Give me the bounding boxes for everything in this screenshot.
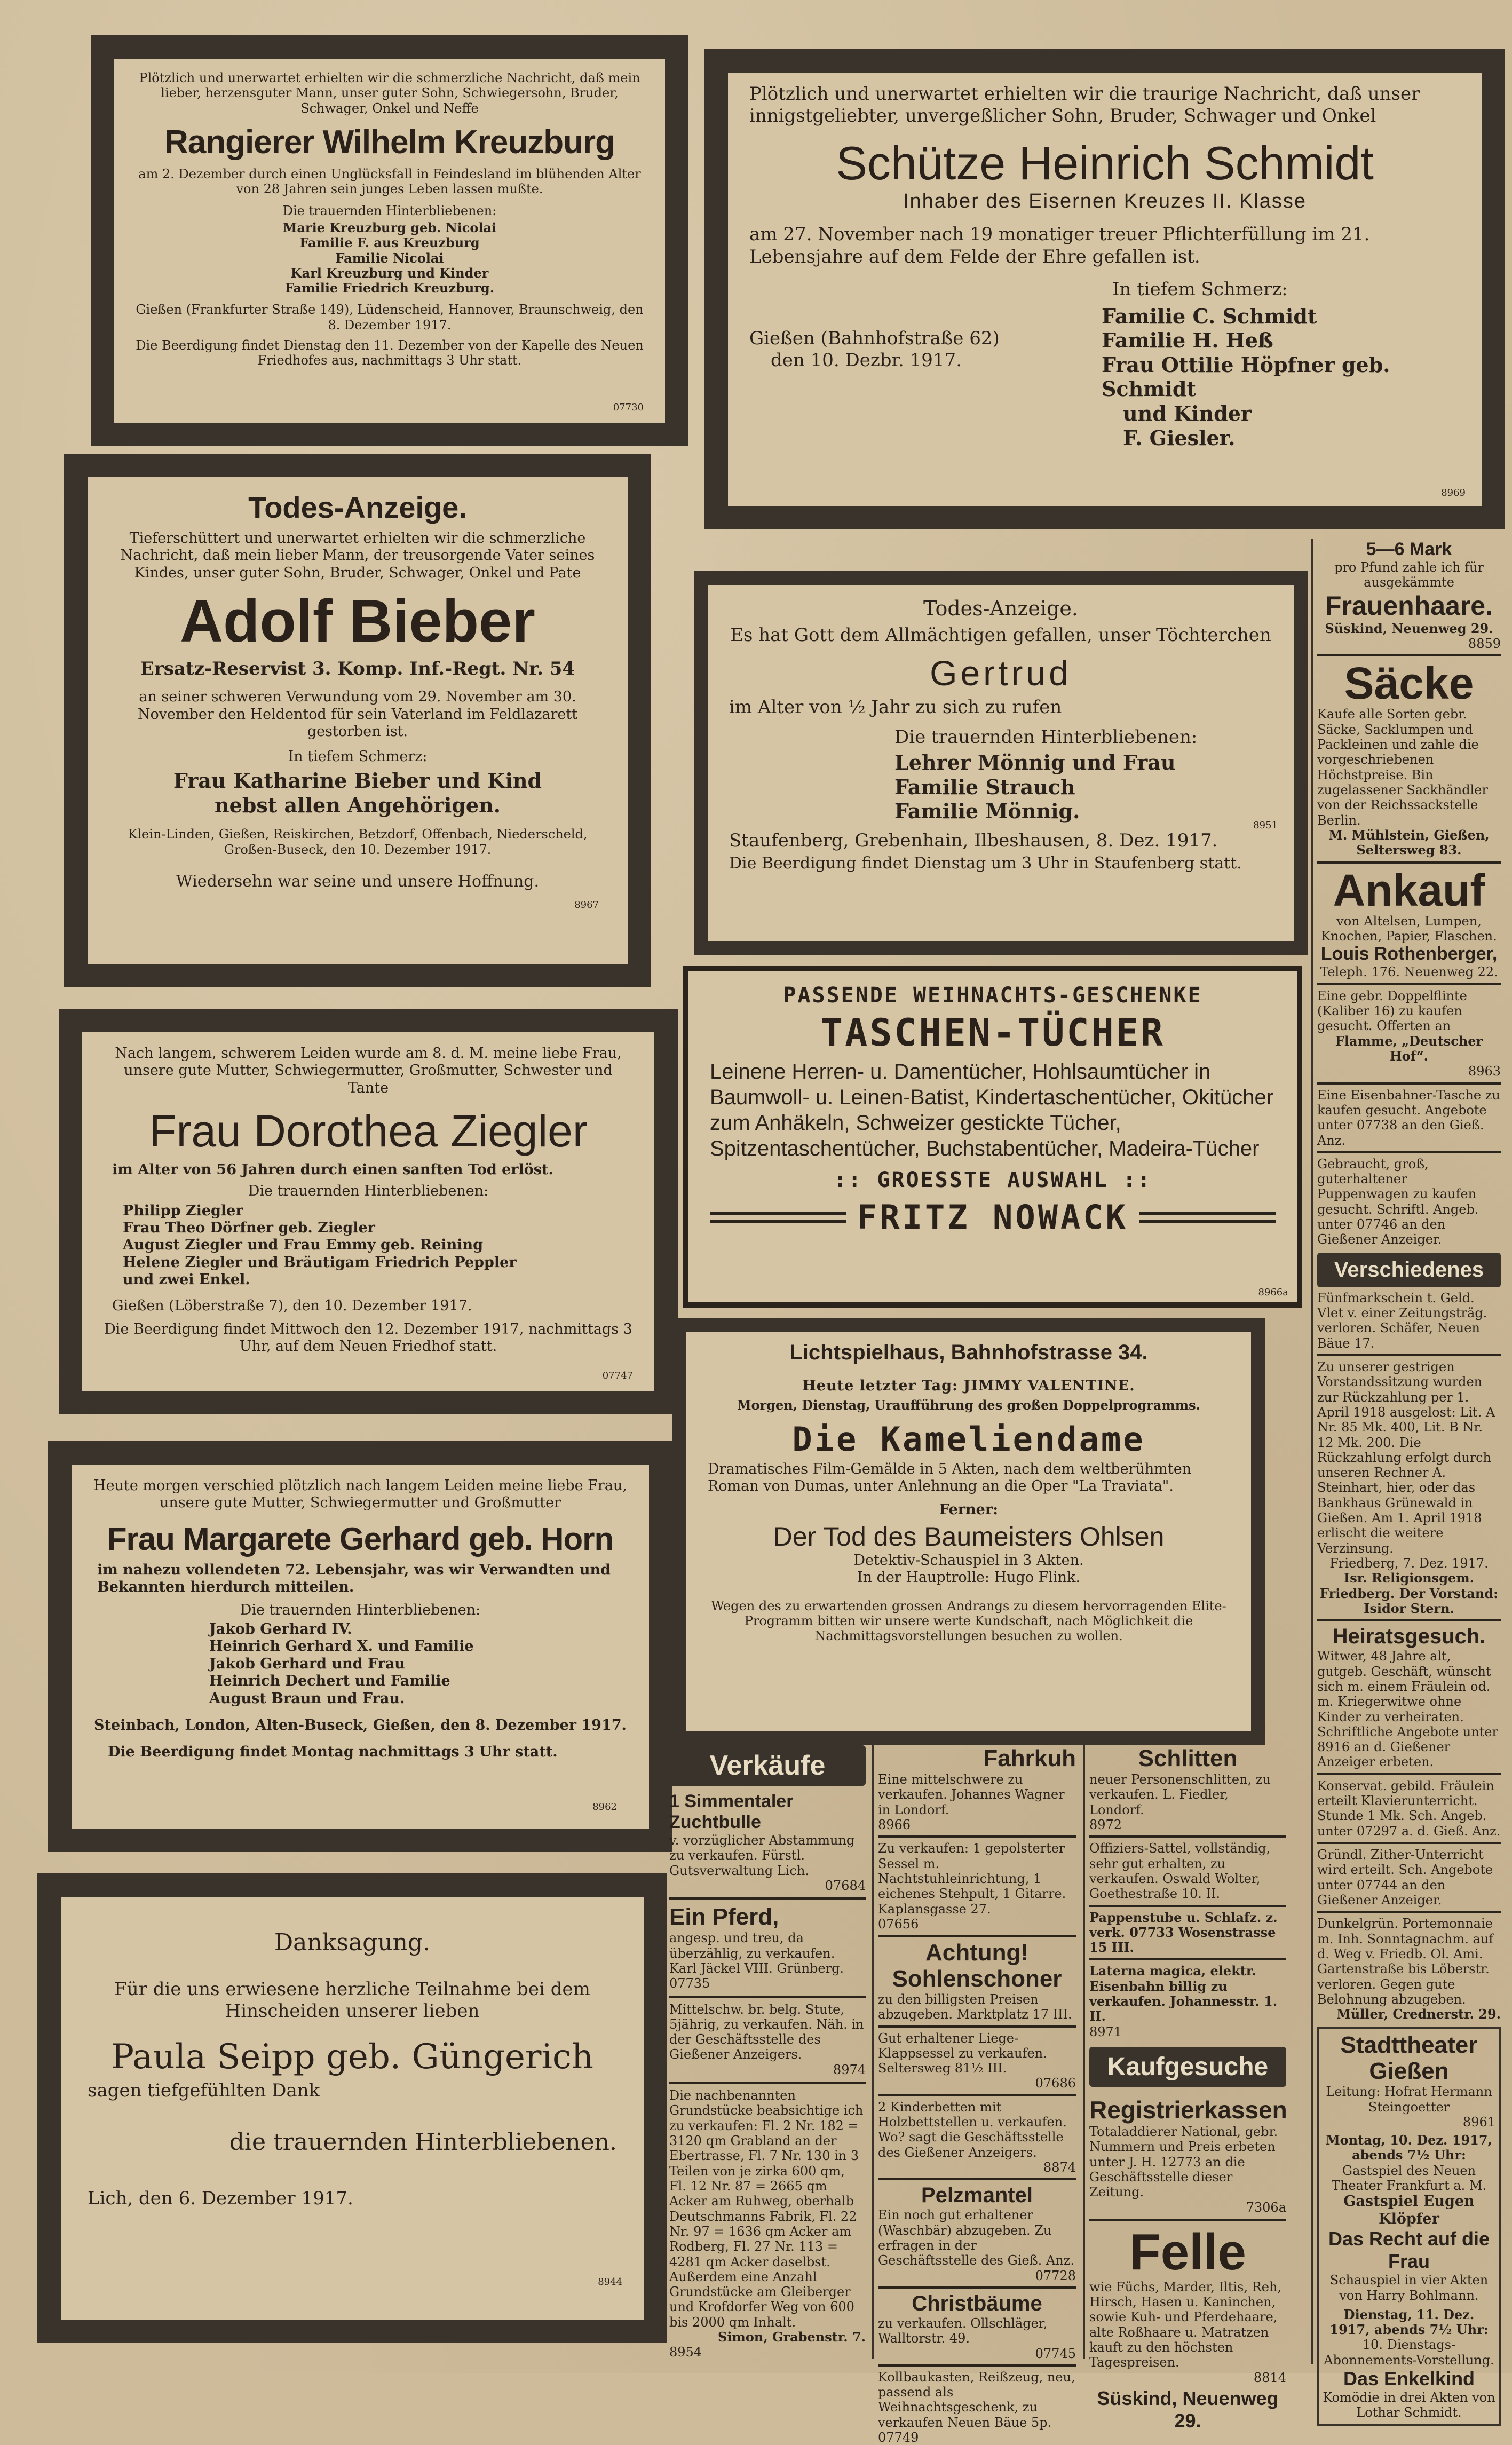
schlitten-head: Schlitten bbox=[1138, 1745, 1238, 1771]
divider bbox=[1089, 1905, 1286, 1907]
schmidt-text: am 27. November nach 19 monatiger treuer Pflichterfüllung im 21. Lebensjahre auf dem Felde der Ehre gefallen ist. bbox=[749, 224, 1370, 267]
gertrud-mourner: Familie Strauch bbox=[894, 774, 1075, 799]
divider bbox=[1317, 1619, 1501, 1621]
puppen-text: Gebraucht, groß, guterhaltener Puppenwagen zu kaufen gesucht. Schriftl. Angeb. unter 07746 an den Gießener Anzeiger. bbox=[1317, 1156, 1479, 1247]
obituary-kreuzburg bbox=[91, 35, 688, 446]
divider bbox=[1317, 1842, 1501, 1844]
ankauf-text: von Altelsen, Lumpen, Knochen, Papier, Flaschen. bbox=[1321, 913, 1497, 944]
schmidt-date: den 10. Dezbr. 1917. bbox=[771, 350, 962, 371]
bieber-name: Adolf Bieber bbox=[180, 588, 535, 655]
ad-code: 8814 bbox=[1253, 2370, 1286, 2385]
obituary-schmidt bbox=[704, 49, 1505, 529]
grund-text: Die nachbenannten Grundstücke beabsichtige ich zu verkaufen: Fl. 2 Nr. 182 = 3120 qm Grabland an der Ebertrasse, Fl. 7 Nr. 130 in 3 Teilen von je zirka 600 qm, Fl. 12 Nr. 87 = 2665 qm Acker am Ruhweg, oberhalb Deutschmanns Fabrik, Fl. 22 Nr. 97 = 1636 qm Acker am Rodberg, Fl. 27 Nr. 113 = 4281 qm Acker daselbst. Außerdem eine Anzahl Grundstücke am Gleiberger und Krofdorfer Weg von 600 bis 2000 qm Inhalt. bbox=[669, 2088, 864, 2330]
gerhard-place: Steinbach, London, Alten-Buseck, Gießen, den 8. Dezember 1917. bbox=[94, 1716, 627, 1734]
ad-code: 07728 bbox=[1035, 2268, 1076, 2283]
gertrud-place: Staufenberg, Grebenhain, Ilbeshausen, 8. Dez. 1917. bbox=[729, 829, 1218, 851]
ad-code: 7306a bbox=[1246, 2199, 1286, 2215]
kino-note: Wegen des zu erwartenden grossen Andrangs zu diesem hervorragenden Elite-Programm bitten wir unsere werte Kundschaft, nach Möglichkeit die Nachmittagsvorstellungen besuchen zu wollen. bbox=[711, 1598, 1226, 1644]
heirat-text: Witwer, 48 Jahre alt, gutgeb. Geschäft, wünscht sich m. einem Fräulein od. m. Kriegerwitwe ohne Kinder zu verheiraten. Schriftliche Angebote unter 8916 an d. Gießener Anzeiger erbeten. bbox=[1317, 1649, 1498, 1770]
divider bbox=[669, 1996, 866, 1998]
saecke-text: Kaufe alle Sorten gebr. Säcke, Sacklumpen und Packleinen und zahle die vorgeschriebenen Höchstpreise. Bin zugelassener Sackhändler von der Reichssackstelle Berlin. bbox=[1317, 707, 1488, 828]
simmentaler-head: 1 Simmentaler Zuchtbulle bbox=[669, 1791, 794, 1832]
divider bbox=[1317, 1151, 1501, 1153]
divider bbox=[1317, 1354, 1501, 1356]
divider bbox=[878, 2178, 1076, 2180]
kreuzburg-mourner: Karl Kreuzburg und Kinder bbox=[290, 265, 489, 281]
seipp-place: Lich, den 6. Dezember 1917. bbox=[88, 2188, 353, 2209]
seipp-name: Paula Seipp geb. Güngerich bbox=[110, 2037, 594, 2077]
divider bbox=[1089, 1958, 1286, 1960]
obituary-gertrud bbox=[694, 571, 1308, 955]
ankauf-head: Ankauf bbox=[1333, 865, 1485, 915]
schmidt-mourner: Familie C. Schmidt bbox=[1102, 304, 1317, 328]
ad-code: 8972 bbox=[1089, 1817, 1122, 1832]
obituary-gerhard bbox=[48, 1441, 672, 1852]
felle-sig: Süskind, Neuenweg 29. bbox=[1097, 2387, 1279, 2432]
kreuzburg-place: Gießen (Frankfurter Straße 149), Lüdenscheid, Hannover, Braunschweig, den 8. Dezember 1917. bbox=[136, 302, 644, 333]
doppel-text: Eine gebr. Doppelflinte (Kaliber 16) zu kaufen gesucht. Offerten an bbox=[1317, 988, 1467, 1034]
haar-head: Frauenhaare. bbox=[1325, 590, 1493, 621]
ziegler-mourner: Helene Ziegler und Bräutigam Friedrich Peppler bbox=[123, 1254, 517, 1271]
ad-code: 8859 bbox=[1468, 636, 1501, 651]
ziegler-text: im Alter von 56 Jahren durch einen sanften Tod erlöst. bbox=[112, 1161, 553, 1178]
divider bbox=[1317, 1773, 1501, 1775]
divider bbox=[1139, 1212, 1276, 1223]
seipp-heading: Danksagung. bbox=[274, 1929, 431, 1956]
heirat-head: Heiratsgesuch. bbox=[1332, 1625, 1486, 1649]
schmidt-place: Gießen (Bahnhofstraße 62) bbox=[749, 327, 1000, 349]
ad-code: 8969 bbox=[1441, 487, 1466, 499]
pferd-text: angesp. und treu, da überzählig, zu verkaufen. Karl Jäckel VIII. Grünberg. bbox=[669, 1930, 844, 1976]
haar-time: 5—6 Mark bbox=[1366, 539, 1452, 559]
divider bbox=[1317, 861, 1501, 864]
klavier-text: Konservat. gebild. Fräulein erteilt Klavierunterricht. Stunde 1 Mk. Sch. Angeb. unter 07297 a. d. Gieß. Anz. bbox=[1317, 1778, 1501, 1839]
fahrkuh-head: Fahrkuh bbox=[983, 1745, 1076, 1771]
divider bbox=[878, 2025, 1076, 2028]
ankauf-tel: Teleph. 176. Neuenweg 22. bbox=[1320, 964, 1498, 980]
kasten-text: Kollbaukasten, Reißzeug, neu, passend als Weihnachtsgeschenk, zu verkaufen Neuen Bäue 5p. bbox=[878, 2369, 1075, 2430]
ad-code: 8963 bbox=[1468, 1064, 1501, 1079]
bieber-heading: Todes-Anzeige. bbox=[248, 490, 467, 524]
theater-lead: Leitung: Hofrat Hermann Steingoetter bbox=[1326, 2084, 1492, 2115]
kreuzburg-mourner: Familie F. aus Kreuzburg bbox=[299, 235, 480, 251]
kreuzburg-mourner: Marie Kreuzburg geb. Nicolai bbox=[282, 219, 497, 235]
ziegler-mourner: Frau Theo Dörfner geb. Ziegler bbox=[123, 1219, 375, 1236]
kino-further: Ferner: bbox=[939, 1501, 999, 1518]
saecke-head: Säcke bbox=[1344, 658, 1474, 709]
gertrud-funeral: Die Beerdigung findet Dienstag um 3 Uhr in Staufenberg statt. bbox=[729, 854, 1242, 873]
kassen-head: Registrierkassen bbox=[1089, 2096, 1287, 2124]
ziegler-place: Gießen (Löberstraße 7), den 10. Dezember 1917. bbox=[112, 1297, 472, 1314]
liegewagen-text: Gut erhaltener Liege-Klappsessel zu verkaufen. Seltersweg 81½ III. bbox=[878, 2030, 1047, 2076]
divider bbox=[878, 1835, 1076, 1838]
seipp-signed: die trauernden Hinterbliebenen. bbox=[229, 2129, 617, 2156]
zither-text: Gründl. Zither-Unterricht wird erteilt. Sch. Angebote unter 07744 an den Gießener Anzeiger. bbox=[1317, 1847, 1493, 1908]
schmidt-intro: Plötzlich und unerwartet erhielten wir die traurige Nachricht, daß unser innigstgeliebter, unvergeßlicher Sohn, Bruder, Schwager und Onkel bbox=[749, 83, 1420, 127]
pelz-text: Ein noch gut erhaltener (Waschbär) abzugeben. Zu erfragen in der Geschäftsstelle des Gieß. Anz. bbox=[878, 2207, 1075, 2268]
obituary-bieber bbox=[64, 454, 651, 987]
kammer-text: Dunkelgrün. Portemonnaie m. Inh. Sonntagnachm. auf d. Weg v. Friedb. Ol. Ami. Gartenstraße bis Löberstr. verloren. Gegen gute Belohnung abzugeben. bbox=[1317, 1916, 1494, 2007]
gertrud-heading: Todes-Anzeige. bbox=[923, 597, 1078, 620]
gerhard-text: im nahezu vollendeten 72. Lebensjahr, was wir Verwandten und Bekannten hierdurch mitteilen. bbox=[97, 1561, 611, 1596]
ziegler-mourner: August Ziegler und Frau Emmy geb. Reining bbox=[123, 1237, 484, 1254]
divider bbox=[669, 1897, 866, 1900]
ad-code: 07745 bbox=[1035, 2346, 1076, 2361]
verkaeufe-header: Verkäufe bbox=[669, 1745, 866, 1786]
divider bbox=[878, 1935, 1076, 1937]
bieber-place: Klein-Linden, Gießen, Reiskirchen, Betzdorf, Offenbach, Niederscheld, Großen-Buseck, den 10. Dezember 1917. bbox=[128, 827, 588, 857]
kino-film1: Die Kameliendame bbox=[792, 1419, 1145, 1459]
kreuzburg-intro: Plötzlich und unerwartet erhielten wir die schmerzliche Nachricht, daß mein lieber, herzensguter Mann, unser guter Sohn, Schwiegersohn, Bruder, Schwager, Onkel und Neffe bbox=[139, 70, 640, 116]
gerhard-mourner: August Braun und Frau. bbox=[209, 1690, 405, 1707]
divider bbox=[1317, 1082, 1501, 1085]
kino-tomorrow: Morgen, Dienstag, Uraufführung des großen Doppelprogramms. bbox=[737, 1397, 1201, 1413]
pelz-head: Pelzmantel bbox=[921, 2183, 1033, 2207]
nowack-top: PASSENDE WEIHNACHTS-GESCHENKE bbox=[783, 983, 1202, 1008]
kreuzburg-mourners-label: Die trauernden Hinterbliebenen: bbox=[282, 203, 497, 218]
saecke-sig: M. Mühlstein, Gießen, Seltersweg 83. bbox=[1328, 827, 1490, 858]
grund-sig: Simon, Grabenstr. 7. bbox=[717, 2329, 866, 2345]
gerhard-name: Frau Margarete Gerhard geb. Horn bbox=[107, 1521, 614, 1557]
bieber-closing: Wiedersehn war seine und unsere Hoffnung. bbox=[176, 872, 540, 891]
ad-code: 07684 bbox=[825, 1878, 866, 1893]
anleihe-sig: Isr. Religionsgem. Friedberg. Der Vorstand: Isidor Stern. bbox=[1319, 1570, 1498, 1616]
ad-code: 07686 bbox=[1035, 2076, 1076, 2091]
ad-code: 8971 bbox=[1089, 2024, 1122, 2039]
kino-film1-desc: Dramatisches Film-Gemälde in 5 Akten, nach dem weltberühmten Roman von Dumas, unter Anlehnung an die Oper "La Traviata". bbox=[708, 1460, 1192, 1495]
theater-tue-note: 10. Dienstags-Abonnements-Vorstellung. bbox=[1324, 2337, 1494, 2368]
ad-code: 8974 bbox=[833, 2062, 866, 2077]
divider bbox=[1089, 2219, 1286, 2221]
theater-tue: Dienstag, 11. Dez. 1917, abends 7½ Uhr: bbox=[1329, 2306, 1489, 2338]
kreuzburg-mourner: Familie Friedrich Kreuzburg. bbox=[284, 280, 495, 296]
ziegler-mourner: Philipp Ziegler bbox=[123, 1202, 243, 1219]
ad-code: 07735 bbox=[669, 1976, 710, 1991]
ad-code: 07730 bbox=[613, 402, 644, 413]
divider bbox=[878, 2364, 1076, 2367]
right-column bbox=[1311, 539, 1505, 2420]
ad-code: 8954 bbox=[669, 2345, 702, 2360]
bieber-intro: Tieferschüttert und unerwartet erhielten wir die schmerzliche Nachricht, daß mein lieber Mann, der treusorgende Vater seines Kindes, unser guter Sohn, Bruder, Schwager, Onkel und Pate bbox=[120, 530, 595, 581]
kino-film2-lead: In der Hauptrolle: Hugo Flink. bbox=[857, 1569, 1081, 1586]
gertrud-mourners-label: Die trauernden Hinterbliebenen: bbox=[894, 726, 1198, 748]
divider bbox=[878, 2094, 1076, 2096]
schmidt-name: Schütze Heinrich Schmidt bbox=[836, 136, 1374, 189]
theater-mon-guest2: Gastspiel Eugen Klöpfer bbox=[1343, 2193, 1475, 2227]
sohlen-text: zu den billigsten Preisen abzugeben. Marktplatz 17 III. bbox=[878, 1991, 1072, 2022]
ad-lichtspielhaus bbox=[672, 1318, 1265, 1745]
baum-head: Christbäume bbox=[912, 2291, 1042, 2315]
kino-film2: Der Tod des Baumeisters Ohlsen bbox=[773, 1521, 1165, 1552]
ziegler-name: Frau Dorothea Ziegler bbox=[149, 1106, 588, 1157]
ad-code: 8967 bbox=[574, 899, 599, 911]
anleihe-place: Friedberg, 7. Dez. 1917. bbox=[1329, 1556, 1489, 1571]
ad-code: 8966a bbox=[1258, 1287, 1288, 1298]
haar-text: pro Pfund zahle ich für ausgekämmte bbox=[1334, 560, 1484, 590]
ad-code: 8962 bbox=[592, 1801, 617, 1813]
felle-head: Felle bbox=[1129, 2223, 1246, 2281]
baum-text: zu verkaufen. Ollschläger, Walltorstr. 49. bbox=[878, 2315, 1048, 2346]
fuenf-text: Fünfmarkschein t. Geld. Vlet v. einer Zeitungsträg. verloren. Schäfer, Neuen Bäue 17. bbox=[1317, 1290, 1487, 1351]
ziegler-funeral: Die Beerdigung findet Mittwoch den 12. Dezember 1917, nachmittags 3 Uhr, auf dem Neuen Friedhof statt. bbox=[104, 1320, 632, 1355]
divider bbox=[1089, 1835, 1286, 1838]
ad-nowack bbox=[683, 966, 1302, 1308]
ankauf-sig: Louis Rothenberger, bbox=[1320, 944, 1498, 964]
divider bbox=[710, 1212, 846, 1223]
kassen-text: Totaladdierer National, gebr. Nummern und Preis erbeten unter J. H. 12773 an die Geschäftsstelle dieser Zeitung. bbox=[1089, 2124, 1278, 2200]
gertrud-intro: Es hat Gott dem Allmächtigen gefallen, unser Töchterchen bbox=[730, 624, 1271, 646]
divider bbox=[669, 2082, 866, 2084]
theater-mon: Montag, 10. Dez. 1917, abends 7½ Uhr: bbox=[1326, 2132, 1492, 2163]
kino-title: Lichtspielhaus, Bahnhofstrasse 34. bbox=[789, 1341, 1148, 1364]
schmidt-mourner: und Kinder bbox=[1123, 401, 1252, 425]
kreuzburg-mourner: Familie Nicolai bbox=[335, 250, 444, 266]
theater-mon-play: Das Recht auf die Frau bbox=[1328, 2228, 1490, 2273]
pferd-head: Ein Pferd, bbox=[669, 1904, 779, 1930]
divider bbox=[1317, 1911, 1501, 1913]
gerhard-mourner: Jakob Gerhard und Frau bbox=[209, 1655, 405, 1672]
ad-code: 8874 bbox=[1043, 2160, 1076, 2175]
gertrud-mourner: Lehrer Mönnig und Frau bbox=[894, 750, 1176, 774]
kaufgesuche-header: Kaufgesuche bbox=[1089, 2047, 1286, 2087]
gerhard-intro: Heute morgen verschied plötzlich nach langem Leiden meine liebe Frau, unsere gute Mutter, Schwiegermutter und Großmutter bbox=[93, 1477, 627, 1512]
gerhard-mourner: Heinrich Gerhard X. und Familie bbox=[209, 1638, 474, 1655]
kammer-sig: Müller, Crednerstr. 29. bbox=[1336, 2006, 1501, 2022]
kreuzburg-funeral: Die Beerdigung findet Dienstag den 11. Dezember von der Kapelle des Neuen Friedhofes aus, nachmittags 3 Uhr statt. bbox=[136, 338, 644, 368]
nowack-firm: FRITZ NOWACK bbox=[857, 1198, 1128, 1237]
bett-text: 2 Kinderbetten mit Holzbettstellen u. verkaufen. Wo? sagt die Geschäftsstelle des Gießener Anzeigers. bbox=[878, 2099, 1067, 2160]
bieber-rank: Ersatz-Reservist 3. Komp. Inf.-Regt. Nr. 54 bbox=[140, 658, 575, 679]
felle-text: wie Füchs, Marder, Iltis, Reh, Hirsch, Hasen u. Kaninchen, sowie Kuh- und Pferdehaare, alte Roßhaare u. Matratzen kauft zu den höchsten Tagespreisen. bbox=[1089, 2279, 1282, 2370]
nowack-choice: :: GROESSTE AUSWAHL :: bbox=[834, 1168, 1152, 1192]
kreuzburg-text: am 2. Dezember durch einen Unglücksfall in Feindesland im blühenden Alter von 28 Jahren sein junges Leben lassen mußte. bbox=[138, 166, 641, 197]
theater-head: Stadttheater Gießen bbox=[1340, 2032, 1478, 2084]
simmentaler-text: v. vorzüglicher Abstammung zu verkaufen. Fürstl. Gutsverwaltung Lich. bbox=[669, 1833, 855, 1878]
verschiedenes-header: Verschiedenes bbox=[1317, 1253, 1501, 1287]
bieber-grief: In tiefem Schmerz: bbox=[288, 748, 428, 765]
schmidt-mourner: F. Giesler. bbox=[1123, 425, 1236, 450]
sessel-text: Zu verkaufen: 1 gepolsterter Sessel m. Nachtstuhleinrichtung, 1 eichenes Stehpult, 1 Gitarre. Kaplansgasse 27. bbox=[878, 1841, 1066, 1917]
bieber-mourner: Frau Katharine Bieber und Kind bbox=[173, 769, 542, 793]
gerhard-mourner: Heinrich Dechert und Familie bbox=[209, 1673, 450, 1690]
ad-code: 07656 bbox=[878, 1916, 919, 1932]
ziegler-mourners-label: Die trauernden Hinterbliebenen: bbox=[248, 1183, 489, 1200]
divider bbox=[1317, 983, 1501, 985]
kino-film2-desc: Detektiv-Schauspiel in 3 Akten. bbox=[853, 1552, 1084, 1569]
theater-tue-play: Das Enkelkind bbox=[1343, 2368, 1475, 2390]
schmidt-mourner: Familie H. Heß bbox=[1102, 328, 1273, 353]
seipp-text: Für die uns erwiesene herzliche Teilnahme bei dem Hinscheiden unserer lieben bbox=[114, 1978, 590, 2022]
gerhard-mourners-label: Die trauernden Hinterbliebenen: bbox=[240, 1601, 481, 1618]
thanks-seipp bbox=[37, 1873, 667, 2343]
divider bbox=[1317, 654, 1501, 656]
bieber-text: an seiner schweren Verwundung vom 29. November am 30. November den Heldentod für sein Vaterland im Feldlazarett gestorben ist. bbox=[137, 689, 578, 740]
sohlen-head: Achtung! Sohlenschoner bbox=[892, 1940, 1062, 1992]
ziegler-intro: Nach langem, schwerem Leiden wurde am 8. d. M. meine liebe Frau, unsere gute Mutter, Schwiegermutter, Großmutter, Schwester und Tante bbox=[115, 1045, 622, 1096]
ziegler-mourner: und zwei Enkel. bbox=[123, 1271, 250, 1288]
ad-code: 8951 bbox=[1253, 820, 1278, 831]
bahn-text: Eine Eisenbahner-Tasche zu kaufen gesucht. Angebote unter 07738 an den Gieß. Anz. bbox=[1317, 1087, 1500, 1148]
gerhard-mourner: Jakob Gerhard IV. bbox=[209, 1620, 352, 1637]
theater-tue-desc: Komödie in drei Akten von Lothar Schmidt. bbox=[1323, 2390, 1495, 2420]
nowack-headline: TASCHEN-TÜCHER bbox=[820, 1011, 1165, 1055]
classifieds-section bbox=[666, 1745, 1291, 2445]
nowack-body: Leinene Herren- u. Damentücher, Hohlsaumtücher in Baumwoll- u. Leinen-Batist, Kindertaschentücher, Okitücher zum Anhäkeln, Schweizer gestickte Tücher, Spitzentaschentücher, Buchstabentücher, Madeira-Tücher bbox=[710, 1060, 1274, 1160]
gertrud-age: im Alter von ½ Jahr zu sich zu rufen bbox=[729, 697, 1062, 718]
kreuzburg-name: Rangierer Wilhelm Kreuzburg bbox=[164, 123, 615, 161]
anleihe-text: Zu unserer gestrigen Vorstandssitzung wurden zur Rückzahlung per 1. April 1918 ausgelost: Lit. A Nr. 85 Mk. 400, Lit. B Nr. 12 Mk. 200. Die Rückzahlung erfolgt durch unseren Rechner A. Steinhart, hier, oder das Bankhaus Grünewald in Gießen. Am 1. April 1918 erlischt die weitere Verzinsung. bbox=[1317, 1359, 1495, 1556]
schmidt-grief: In tiefem Schmerz: bbox=[1112, 279, 1288, 300]
gertrud-name: Gertrud bbox=[930, 653, 1072, 693]
ad-code: 07747 bbox=[602, 1370, 633, 1381]
doppel-sig: Flamme, „Deutscher Hof“. bbox=[1335, 1033, 1483, 1064]
theater-mon-guest: Gastspiel des Neuen Theater Frankfurt a. M. bbox=[1331, 2163, 1487, 2194]
bieber-mourner: nebst allen Angehörigen. bbox=[215, 793, 501, 817]
fahrkuh-text: Eine mittelschwere zu verkaufen. Johannes Wagner in Londorf. bbox=[878, 1772, 1065, 1817]
ad-code: 07749 bbox=[878, 2430, 919, 2445]
gerhard-funeral: Die Beerdigung findet Montag nachmittags 3 Uhr statt. bbox=[108, 1744, 558, 1761]
ad-code: 8966 bbox=[878, 1817, 911, 1832]
schlitten-text: neuer Personenschlitten, zu verkaufen. L. Fiedler, Londorf. bbox=[1089, 1772, 1271, 1817]
laterna-text: Laterna magica, elektr. Eisenbahn billig zu verkaufen. Johannesstr. 1. II. bbox=[1089, 1963, 1278, 2024]
theater-mon-desc: Schauspiel in vier Akten von Harry Bohlmann. bbox=[1329, 2273, 1489, 2303]
seipp-thanks: sagen tiefgefühlten Dank bbox=[88, 2079, 320, 2101]
divider bbox=[878, 2286, 1076, 2289]
kino-today: Heute letzter Tag: JIMMY VALENTINE. bbox=[802, 1378, 1135, 1394]
haar-sig: Süskind, Neuenweg 29. bbox=[1325, 620, 1493, 636]
theater-box bbox=[1317, 2027, 1501, 2425]
ad-code: 8961 bbox=[1462, 2114, 1495, 2130]
schmidt-mourner: Frau Ottilie Höpfner geb. Schmidt bbox=[1102, 352, 1390, 401]
stute-text: Mittelschw. br. belg. Stute, 5jährig, zu verkaufen. Näh. in der Geschäftsstelle des Gießener Anzeigers. bbox=[669, 2001, 864, 2062]
schmidt-title: Inhaber des Eisernen Kreuzes II. Klasse bbox=[903, 190, 1307, 213]
sattel-text: Offiziers-Sattel, vollständig, sehr gut erhalten, zu verkaufen. Oswald Wolter, Goethestraße 10. II. bbox=[1089, 1841, 1271, 1902]
ad-code: 8944 bbox=[598, 2276, 622, 2288]
obituary-ziegler bbox=[59, 1009, 678, 1414]
pappen-text: Pappenstube u. Schlafz. z. verk. 07733 Wosenstrasse 15 III. bbox=[1089, 1909, 1278, 1956]
gertrud-mourner: Familie Mönnig. bbox=[894, 799, 1080, 824]
